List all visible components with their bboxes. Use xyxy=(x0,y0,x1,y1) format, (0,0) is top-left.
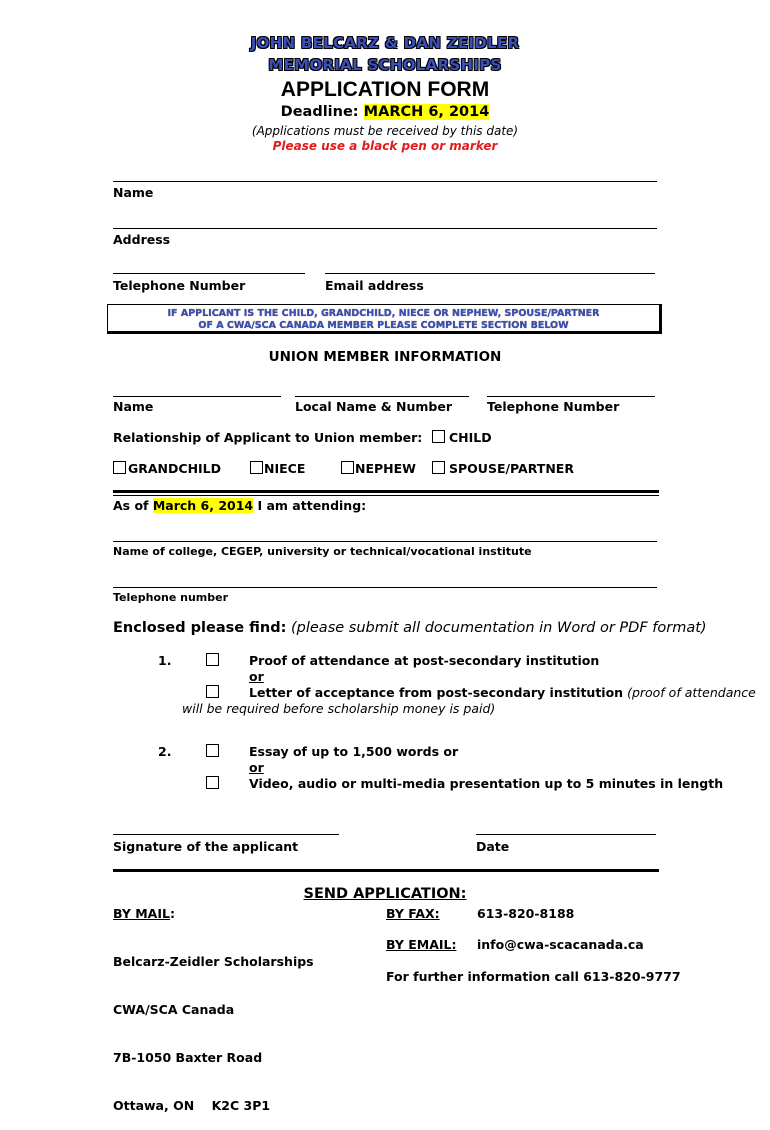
scholarship-title-line1: JOHN BELCARZ & DAN ZEIDLER xyxy=(250,34,520,52)
email-contact-value[interactable]: info@cwa-scacanada.ca xyxy=(477,937,644,952)
union-name-line[interactable] xyxy=(113,396,281,397)
grandchild-checkbox[interactable] xyxy=(113,461,126,474)
video-checkbox[interactable] xyxy=(206,776,219,789)
notice-box xyxy=(107,304,662,334)
section-divider xyxy=(113,490,659,493)
send-divider xyxy=(113,869,659,872)
mail-line-4: Ottawa, ON K2C 3P1 xyxy=(113,1098,271,1113)
enclosed-label: Enclosed please find: xyxy=(113,620,287,636)
form-title: APPLICATION FORM xyxy=(280,78,490,101)
applicant-email-label: Email address xyxy=(325,278,424,293)
date-line[interactable] xyxy=(476,834,656,835)
letter-acceptance-note: (proof of attendance xyxy=(627,685,756,700)
enclosed-note: (please submit all documentation in Word or PDF format) xyxy=(291,620,707,636)
union-name-label: Name xyxy=(113,399,154,414)
notice-line1: IF APPLICANT IS THE CHILD, GRANDCHILD, NIECE OR NEPHEW, SPOUSE/PARTNER xyxy=(167,308,600,319)
union-telephone-line[interactable] xyxy=(487,396,655,397)
letter-acceptance-checkbox[interactable] xyxy=(206,685,219,698)
institution-label: Name of college, CEGEP, university or technical/vocational institute xyxy=(113,545,532,558)
union-heading: UNION MEMBER INFORMATION xyxy=(268,349,502,365)
union-telephone-label: Telephone Number xyxy=(487,399,620,414)
proof-attendance-label: Proof of attendance at post-secondary institution xyxy=(249,653,600,668)
receipt-note: (Applications must be received by this date) xyxy=(251,124,519,138)
notice-line2: OF A CWA/SCA CANADA MEMBER PLEASE COMPLETE SECTION BELOW xyxy=(198,320,569,331)
video-label: Video, audio or multi-media presentation up to 5 minutes in length xyxy=(249,776,724,791)
item2-or: or xyxy=(249,760,264,775)
institution-telephone-line[interactable] xyxy=(113,587,657,588)
mail-colon: : xyxy=(169,906,175,921)
child-checkbox[interactable] xyxy=(432,430,445,443)
attending-statement xyxy=(113,498,366,513)
grandchild-label: GRANDCHILD xyxy=(128,461,222,476)
pen-note: Please use a black pen or marker xyxy=(272,139,498,153)
email-contact-label: BY EMAIL: xyxy=(386,937,457,952)
institution-line[interactable] xyxy=(113,541,657,542)
address-line[interactable] xyxy=(113,228,657,229)
spouse-checkbox[interactable] xyxy=(432,461,445,474)
essay-label: Essay of up to 1,500 words or xyxy=(249,744,459,759)
mail-heading xyxy=(113,906,175,921)
mail-line-1: Belcarz-Zeidler Scholarships xyxy=(113,954,314,969)
institution-telephone-label: Telephone number xyxy=(113,591,229,604)
spouse-label: SPOUSE/PARTNER xyxy=(449,461,574,476)
fax-value: 613-820-8188 xyxy=(477,906,575,921)
item1-or: or xyxy=(249,669,264,684)
deadline-label: Deadline: xyxy=(280,104,359,120)
essay-checkbox[interactable] xyxy=(206,744,219,757)
nephew-label: NEPHEW xyxy=(355,461,416,476)
signature-label: Signature of the applicant xyxy=(113,839,299,854)
deadline xyxy=(0,104,770,120)
proof-attendance-checkbox[interactable] xyxy=(206,653,219,666)
telephone-line[interactable] xyxy=(113,273,305,274)
enclosed-heading xyxy=(113,620,707,636)
attending-date: March 6, 2014 xyxy=(152,498,254,513)
section-divider-thin xyxy=(113,495,659,496)
applicant-telephone-label: Telephone Number xyxy=(113,278,246,293)
item1-number: 1. xyxy=(158,653,172,668)
applicant-name-label: Name xyxy=(113,185,154,200)
attending-prefix: As of xyxy=(113,498,153,513)
scholarship-title-line2: MEMORIAL SCHOLARSHIPS xyxy=(268,56,502,74)
mail-address xyxy=(113,922,314,1130)
niece-label: NIECE xyxy=(264,461,306,476)
attending-suffix: I am attending: xyxy=(253,498,367,513)
union-local-line[interactable] xyxy=(295,396,469,397)
name-line[interactable] xyxy=(113,181,657,182)
letter-acceptance xyxy=(249,685,756,700)
letter-acceptance-note2: will be required before scholarship money is paid) xyxy=(182,701,496,716)
item2-number: 2. xyxy=(158,744,172,759)
date-label: Date xyxy=(476,839,510,854)
child-label: CHILD xyxy=(449,430,492,445)
email-line[interactable] xyxy=(325,273,655,274)
nephew-checkbox[interactable] xyxy=(341,461,354,474)
deadline-date: MARCH 6, 2014 xyxy=(363,104,490,120)
send-heading: SEND APPLICATION: xyxy=(303,886,467,902)
letter-acceptance-label: Letter of acceptance from post-secondary institution xyxy=(249,685,624,700)
mail-line-3: 7B-1050 Baxter Road xyxy=(113,1050,263,1065)
mail-label: BY MAIL xyxy=(113,906,170,921)
fax-label: BY FAX: xyxy=(386,906,440,921)
mail-line-2: CWA/SCA Canada xyxy=(113,1002,235,1017)
signature-line[interactable] xyxy=(113,834,339,835)
union-local-label: Local Name & Number xyxy=(295,399,453,414)
info-text: For further information call 613-820-9777 xyxy=(386,969,681,984)
niece-checkbox[interactable] xyxy=(250,461,263,474)
relationship-label: Relationship of Applicant to Union member: xyxy=(113,430,423,445)
applicant-address-label: Address xyxy=(113,232,171,247)
